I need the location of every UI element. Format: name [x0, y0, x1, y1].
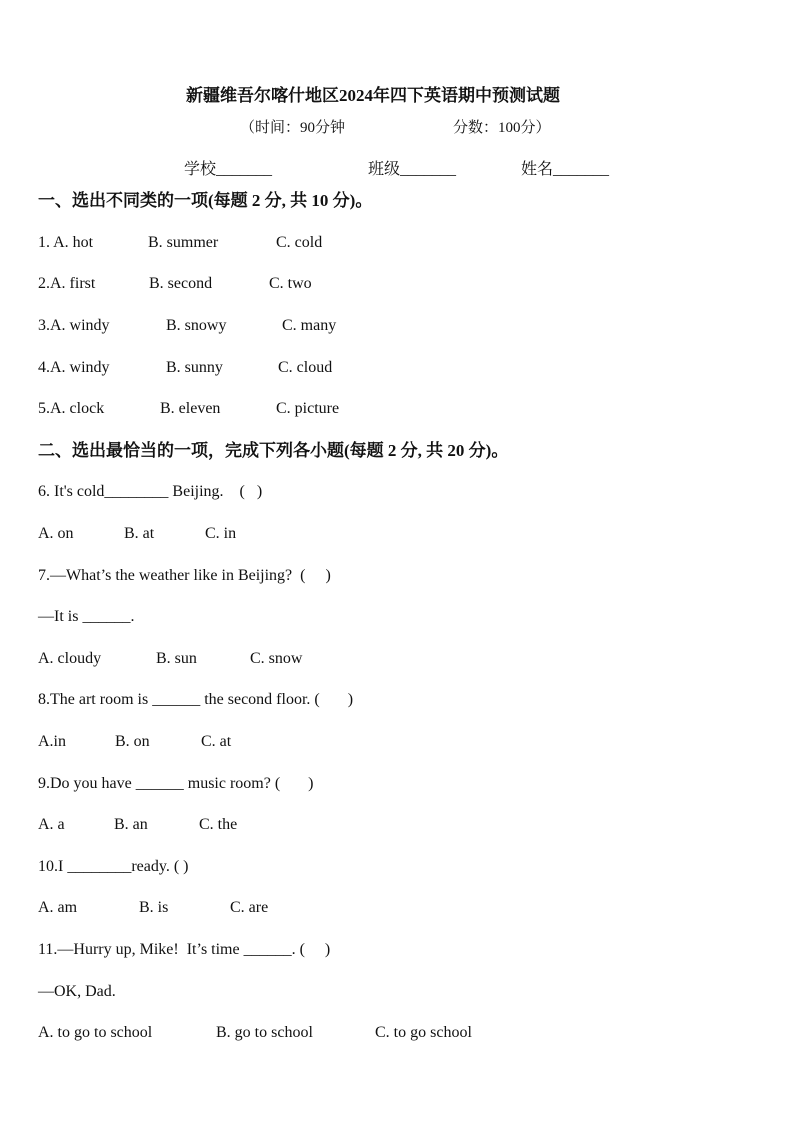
q10-option-b: B. is — [139, 899, 169, 916]
q4-option-a: 4.A. windy — [38, 359, 110, 376]
q8-option-a: A.in — [38, 733, 66, 750]
q11-option-b: B. go to school — [216, 1024, 313, 1041]
q8-option-b: B. on — [115, 733, 150, 750]
q7-option-a: A. cloudy — [38, 650, 102, 667]
q7-stem: 7.—What’s the weather like in Beijing? ( ) — [38, 567, 331, 584]
q3-option-c: C. many — [282, 317, 337, 334]
q7-answer-line: —It is ______. — [38, 608, 135, 625]
q9-option-c: C. the — [199, 816, 238, 833]
class-field: 班级_______ — [368, 161, 457, 178]
q7-option-c: C. snow — [250, 650, 303, 667]
exam-time: （时间：90分钟 — [240, 120, 346, 136]
q6-stem: 6. It's cold________ Beijing. ( ) — [38, 483, 263, 500]
q6-option-c: C. in — [205, 525, 237, 542]
q5-option-c: C. picture — [276, 400, 340, 417]
q8-option-c: C. at — [201, 733, 232, 750]
q11-option-a: A. to go to school — [38, 1024, 153, 1041]
q2-option-b: B. second — [149, 275, 213, 292]
q1-option-c: C. cold — [276, 234, 323, 251]
q5-option-b: B. eleven — [160, 400, 221, 417]
q4-option-b: B. sunny — [166, 359, 223, 376]
q6-option-b: B. at — [124, 525, 155, 542]
section2-heading: 二、选出最恰当的一项，完成下列各小题(每题 2 分, 共 20 分)。 — [38, 441, 509, 460]
q5-option-a: 5.A. clock — [38, 400, 105, 417]
q9-stem: 9.Do you have ______ music room? ( ) — [38, 775, 314, 792]
q2-option-c: C. two — [269, 275, 312, 292]
q4-option-c: C. cloud — [278, 359, 333, 376]
q7-option-b: B. sun — [156, 650, 197, 667]
exam-score: 分数：100分） — [453, 120, 551, 136]
q10-option-a: A. am — [38, 899, 78, 916]
q11-stem: 11.—Hurry up, Mike! It’s time ______. ( ) — [38, 941, 331, 958]
q8-stem: 8.The art room is ______ the second floor. ( ) — [38, 691, 354, 708]
page-title: 新疆维吾尔喀什地区2024年四下英语期中预测试题 — [186, 86, 560, 105]
name-field: 姓名_______ — [521, 161, 610, 178]
q9-option-b: B. an — [114, 816, 148, 833]
q9-option-a: A. a — [38, 816, 65, 833]
q3-option-b: B. snowy — [166, 317, 227, 334]
q1-option-b: B. summer — [148, 234, 219, 251]
q3-option-a: 3.A. windy — [38, 317, 110, 334]
q10-stem: 10.I ________ready. ( ) — [38, 858, 189, 875]
section1-heading: 一、选出不同类的一项(每题 2 分, 共 10 分)。 — [38, 191, 373, 210]
q6-option-a: A. on — [38, 525, 74, 542]
q10-option-c: C. are — [230, 899, 269, 916]
school-field: 学校_______ — [184, 161, 273, 178]
q11-answer-line: —OK, Dad. — [38, 983, 116, 1000]
q11-option-c: C. to go school — [375, 1024, 472, 1041]
q2-option-a: 2.A. first — [38, 275, 96, 292]
q1-option-a: 1. A. hot — [38, 234, 94, 251]
